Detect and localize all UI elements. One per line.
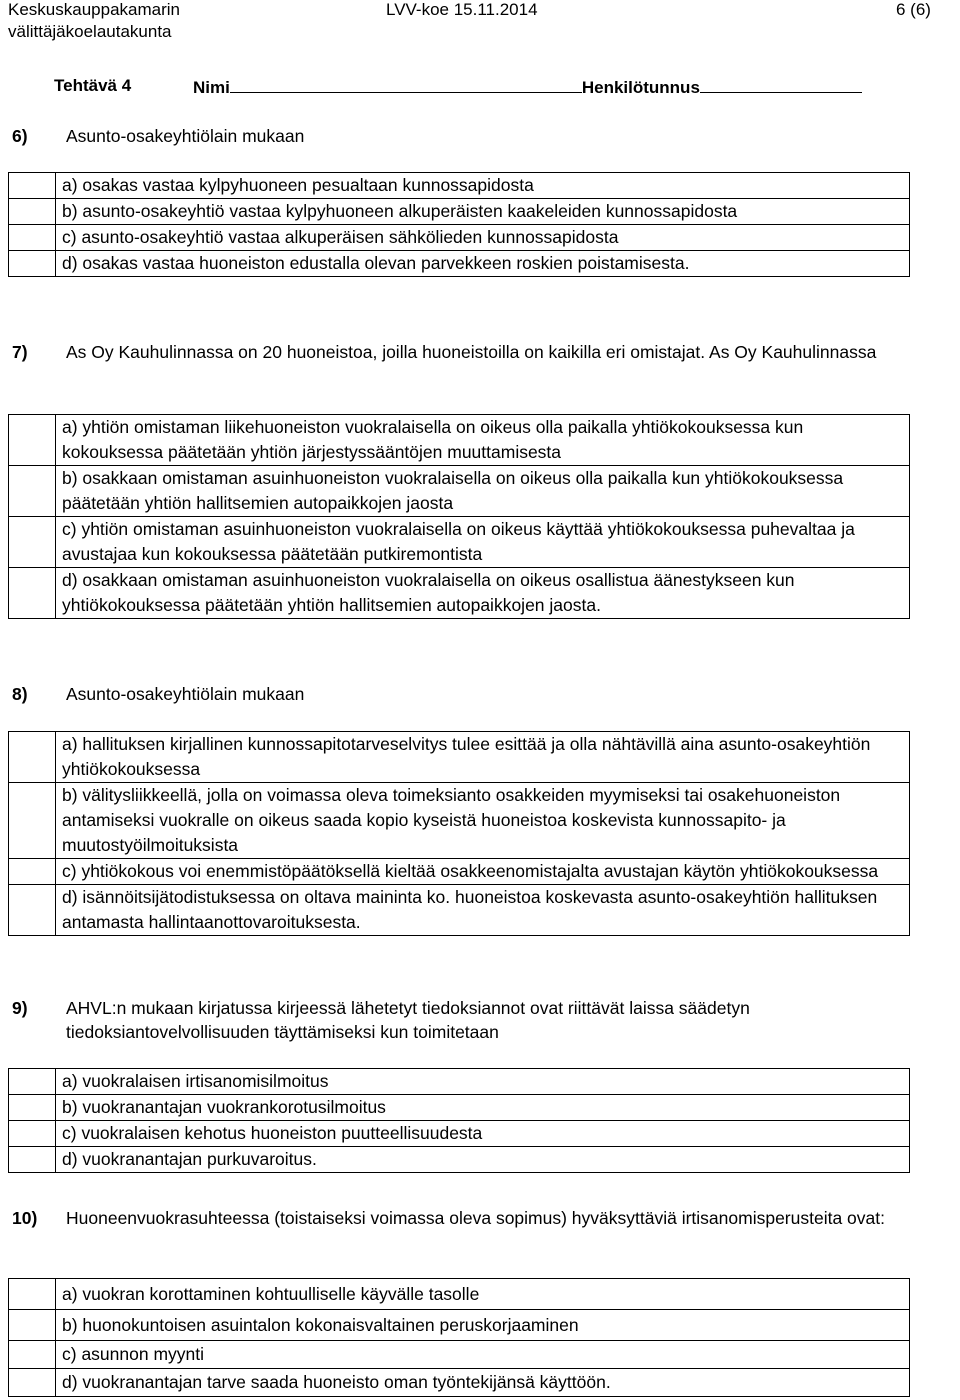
question-9	[12, 996, 942, 1044]
option-row	[9, 173, 909, 198]
answer-checkbox[interactable]	[9, 1309, 56, 1340]
name-underline	[230, 76, 582, 93]
question-8	[12, 682, 942, 706]
answer-checkbox[interactable]	[9, 198, 56, 224]
question-number: 7)	[12, 342, 28, 362]
option-row	[9, 567, 909, 618]
option-row	[9, 516, 909, 567]
answer-checkbox[interactable]	[9, 1340, 56, 1368]
question-number: 8)	[12, 684, 28, 704]
question-text: Huoneenvuokrasuhteessa (toistaiseksi voimassa oleva sopimus) hyväksyttäviä irtisanomisperusteita ovat:	[66, 1208, 885, 1228]
answer-checkbox[interactable]	[9, 516, 56, 567]
option-text: a) hallituksen kirjallinen kunnossapitotarveselvitys tulee esittää ja olla nähtävillä aina asunto-osakeyhtiön yhtiökokouksessa	[62, 734, 871, 779]
answer-checkbox[interactable]	[9, 858, 56, 884]
option-row	[9, 1368, 909, 1396]
option-row	[9, 1279, 909, 1309]
option-row	[9, 782, 909, 858]
answer-checkbox[interactable]	[9, 250, 56, 276]
option-row	[9, 1146, 909, 1172]
option-row	[9, 732, 909, 782]
option-text: b) asunto-osakeyhtiö vastaa kylpyhuoneen alkuperäisten kaakeleiden kunnossapidosta	[56, 198, 909, 224]
option-row	[9, 465, 909, 516]
option-row	[9, 1120, 909, 1146]
options-box-8	[8, 731, 910, 936]
answer-checkbox[interactable]	[9, 1094, 56, 1120]
option-text: d) vuokranantajan purkuvaroitus.	[56, 1146, 909, 1172]
option-row	[9, 415, 909, 465]
answer-checkbox[interactable]	[9, 1368, 56, 1396]
option-text: a) osakas vastaa kylpyhuoneen pesualtaan kunnossapidosta	[62, 175, 534, 195]
organization-subname: välittäjäkoelautakunta	[8, 22, 172, 41]
option-text: c) asunnon myynti	[56, 1340, 909, 1368]
question-text: AHVL:n mukaan kirjatussa kirjeessä lähetetyt tiedoksiannot ovat riittävät laissa säädetyn tiedoksiantovelvollisuuden täyttämiseksi kun toimitetaan	[66, 998, 750, 1042]
answer-checkbox[interactable]	[9, 173, 56, 198]
option-text: d) isännöitsijätodistuksessa on oltava maininta ko. huoneistoa koskevasta asunto-osakeyhtiön hallituksen antamasta hallintaanottovaroituksesta.	[56, 884, 909, 935]
option-row	[9, 1069, 909, 1094]
option-text: c) asunto-osakeyhtiö vastaa alkuperäisen sähkölieden kunnossapidosta	[56, 224, 909, 250]
question-number: 6)	[12, 126, 28, 146]
question-6	[12, 124, 942, 148]
option-row	[9, 1340, 909, 1368]
organization-name: Keskuskauppakamarin	[8, 0, 180, 19]
option-row	[9, 250, 909, 276]
option-row	[9, 858, 909, 884]
name-label: Nimi	[193, 78, 230, 97]
options-box-9	[8, 1068, 910, 1173]
page-number: 6 (6)	[896, 0, 931, 19]
option-row	[9, 1309, 909, 1340]
question-text: Asunto-osakeyhtiölain mukaan	[66, 684, 305, 704]
answer-checkbox[interactable]	[9, 1120, 56, 1146]
option-row	[9, 884, 909, 935]
question-10	[12, 1206, 942, 1254]
id-underline	[700, 76, 862, 93]
option-text: a) vuokralaisen irtisanomisilmoitus	[62, 1071, 329, 1091]
options-box-7	[8, 414, 910, 619]
option-row	[9, 1094, 909, 1120]
answer-checkbox[interactable]	[9, 465, 56, 516]
option-row	[9, 198, 909, 224]
question-7	[12, 340, 942, 388]
option-text: a) vuokran korottaminen kohtuulliselle käyvälle tasolle	[62, 1284, 480, 1304]
option-text: b) huonokuntoisen asuintalon kokonaisvaltainen peruskorjaaminen	[56, 1309, 909, 1340]
answer-checkbox[interactable]	[9, 1279, 56, 1309]
exam-title: LVV-koe 15.11.2014	[386, 0, 538, 19]
id-label: Henkilötunnus	[581, 78, 700, 97]
question-number: 9)	[12, 998, 28, 1018]
option-text: c) vuokralaisen kehotus huoneiston puutteellisuudesta	[56, 1120, 909, 1146]
option-text: c) yhtiökokous voi enemmistöpäätöksellä kieltää osakkeenomistajalta avustajan käytön yhtiökokouksessa	[56, 858, 909, 884]
question-text: As Oy Kauhulinnassa on 20 huoneistoa, joilla huoneistoilla on kaikilla eri omistajat. As Oy Kauhulinnassa	[66, 342, 877, 362]
answer-checkbox[interactable]	[9, 1069, 56, 1094]
option-text: c) yhtiön omistaman asuinhuoneiston vuokralaisella on oikeus käyttää yhtiökokouksessa puhevaltaa ja avustajaa kun kokouksessa päätetään putkiremontista	[56, 516, 909, 567]
option-row	[9, 224, 909, 250]
question-number: 10)	[12, 1208, 38, 1228]
answer-checkbox[interactable]	[9, 567, 56, 618]
answer-checkbox[interactable]	[9, 224, 56, 250]
option-text: b) osakkaan omistaman asuinhuoneiston vuokralaisella on oikeus olla paikalla kun yhtiökokouksessa päätetään yhtiön hallitsemien autopaikkojen jaosta	[56, 465, 909, 516]
option-text: d) osakas vastaa huoneiston edustalla olevan parvekkeen roskien poistamisesta.	[56, 250, 909, 276]
task-label: Tehtävä 4	[54, 76, 132, 95]
answer-checkbox[interactable]	[9, 782, 56, 858]
option-text: a) yhtiön omistaman liikehuoneiston vuokralaisella on oikeus olla paikalla yhtiökokouksessa kun kokouksessa päätetään yhtiön järjestyssääntöjen muuttamisesta	[62, 417, 804, 462]
options-box-6	[8, 172, 910, 277]
option-text: b) välitysliikkeellä, jolla on voimassa oleva toimeksianto osakkeiden myymiseksi tai osakehuoneiston antamiseksi vuokralle on oikeus saada kopio kyseistä huoneistoa koskevista kunnossapito- ja muutostyöilmoituksista	[56, 782, 909, 858]
answer-checkbox[interactable]	[9, 884, 56, 935]
answer-checkbox[interactable]	[9, 415, 56, 465]
options-box-10	[8, 1278, 910, 1397]
option-text: d) osakkaan omistaman asuinhuoneiston vuokralaisella on oikeus osallistua äänestykseen kun yhtiökokouksessa päätetään yhtiön hallitsemien autopaikkojen jaosta.	[56, 567, 909, 618]
name-field	[193, 76, 862, 98]
answer-checkbox[interactable]	[9, 1146, 56, 1172]
question-text: Asunto-osakeyhtiölain mukaan	[66, 126, 305, 146]
option-text: b) vuokranantajan vuokrankorotusilmoitus	[56, 1094, 909, 1120]
answer-checkbox[interactable]	[9, 732, 56, 782]
option-text: d) vuokranantajan tarve saada huoneisto oman työntekijänsä käyttöön.	[56, 1368, 909, 1396]
